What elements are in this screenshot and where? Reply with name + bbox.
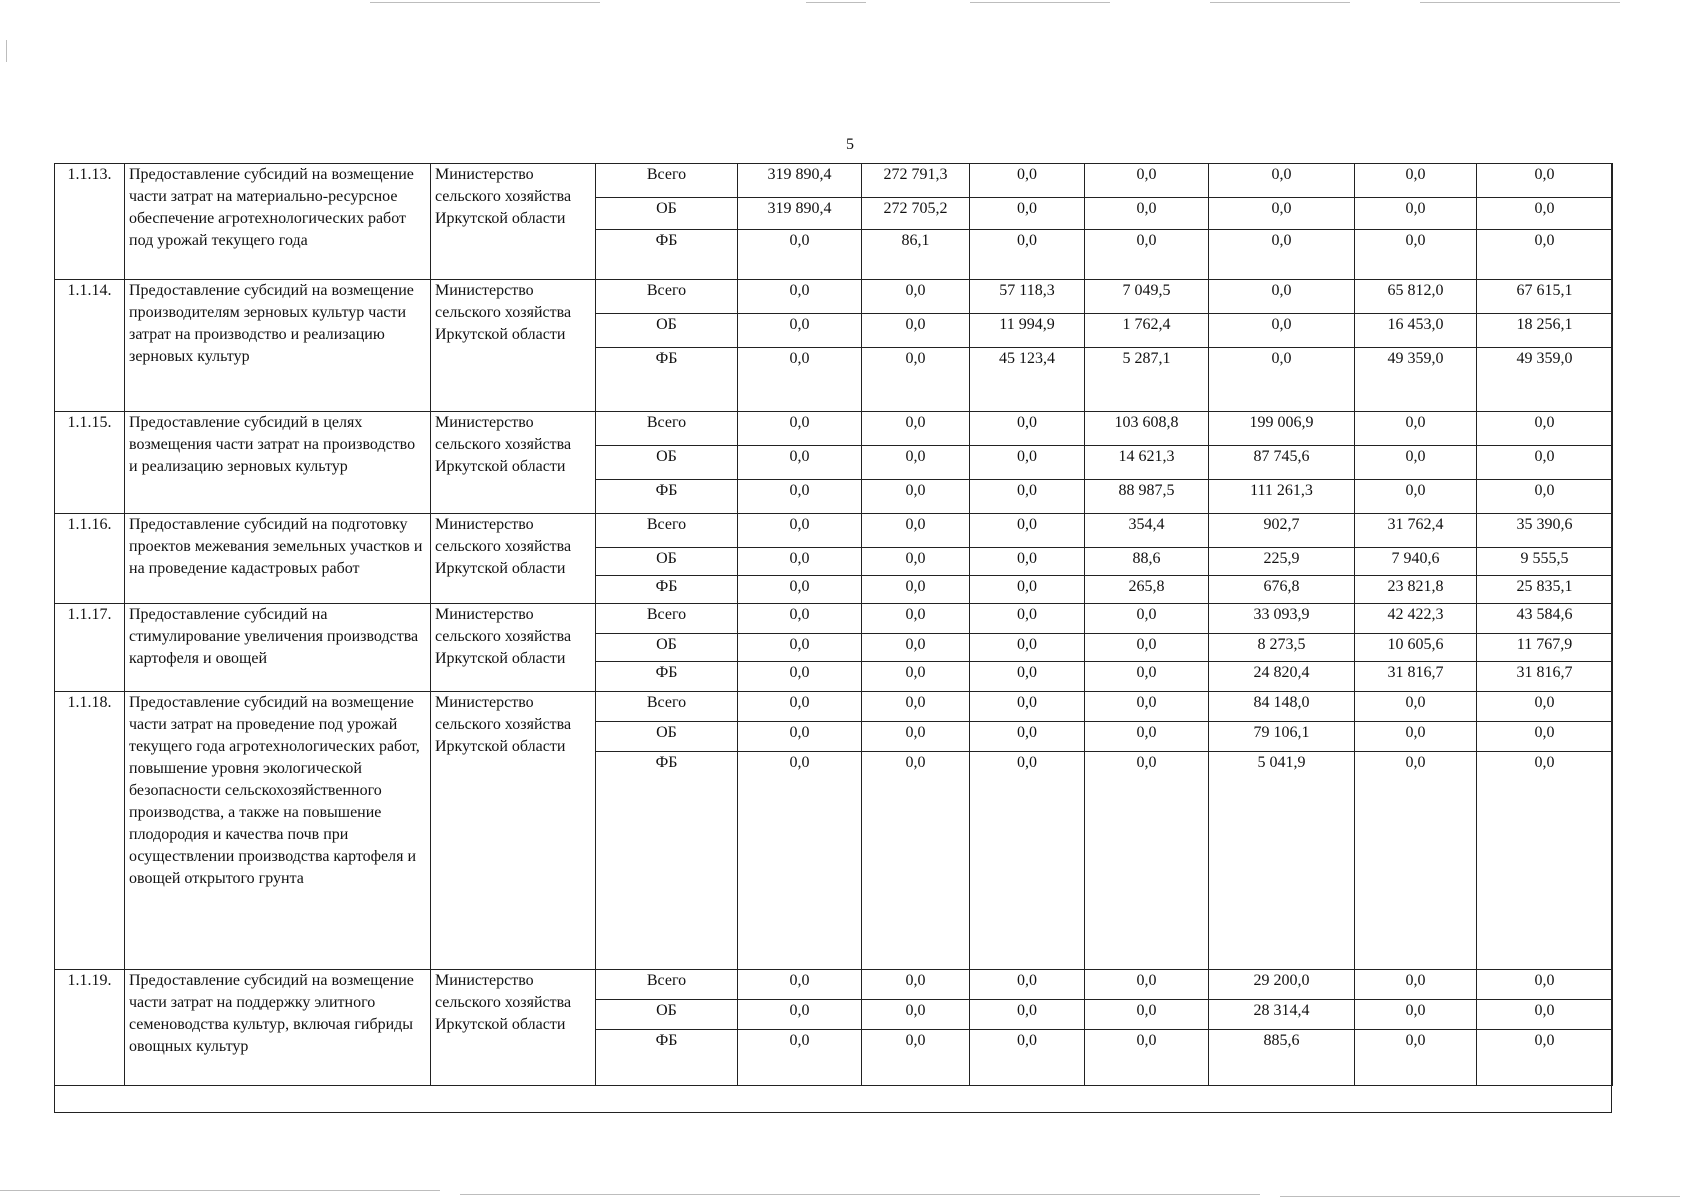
amount-cell: 31 816,7 [1477,662,1613,692]
executor-name: Министерство сельского хозяйства Иркутской области [431,412,596,514]
amount-cell: 111 261,3 [1209,480,1355,514]
amount-cell: 14 621,3 [1085,446,1209,480]
amount-cell: 0,0 [738,548,862,576]
amount-cell: 0,0 [970,1030,1085,1086]
amount-cell: 0,0 [970,692,1085,722]
table-row [55,164,1613,198]
amount-cell: 0,0 [862,662,970,692]
amount-cell: 0,0 [1355,446,1477,480]
funding-source: Всего [596,412,738,446]
amount-cell: 11 767,9 [1477,634,1613,662]
amount-cell: 354,4 [1085,514,1209,548]
amount-cell: 0,0 [1085,662,1209,692]
amount-cell: 0,0 [738,752,862,970]
amount-cell: 29 200,0 [1209,970,1355,1000]
amount-cell: 103 608,8 [1085,412,1209,446]
amount-cell: 24 820,4 [1209,662,1355,692]
amount-cell: 272 791,3 [862,164,970,198]
amount-cell: 0,0 [1209,314,1355,348]
amount-cell: 5 041,9 [1209,752,1355,970]
executor-name: Министерство сельского хозяйства Иркутской области [431,514,596,604]
amount-cell: 7 049,5 [1085,280,1209,314]
amount-cell: 1 762,4 [1085,314,1209,348]
amount-cell: 885,6 [1209,1030,1355,1086]
amount-cell: 0,0 [862,348,970,412]
scan-artifact-left [6,40,7,62]
funding-source: ОБ [596,634,738,662]
amount-cell: 0,0 [738,514,862,548]
amount-cell: 0,0 [1085,1000,1209,1030]
amount-cell: 225,9 [1209,548,1355,576]
amount-cell: 0,0 [738,412,862,446]
amount-cell: 0,0 [1477,1030,1613,1086]
amount-cell: 0,0 [862,1030,970,1086]
amount-cell: 86,1 [862,230,970,280]
amount-cell: 0,0 [1085,164,1209,198]
amount-cell: 0,0 [738,722,862,752]
amount-cell: 272 705,2 [862,198,970,230]
amount-cell: 57 118,3 [970,280,1085,314]
amount-cell: 0,0 [738,662,862,692]
funding-source: Всего [596,280,738,314]
amount-cell: 0,0 [1355,230,1477,280]
funding-source: ОБ [596,722,738,752]
table-row [55,514,1613,548]
amount-cell: 0,0 [1355,722,1477,752]
executor-name: Министерство сельского хозяйства Иркутской области [431,604,596,692]
amount-cell: 0,0 [970,752,1085,970]
amount-cell: 0,0 [862,280,970,314]
amount-cell: 87 745,6 [1209,446,1355,480]
amount-cell: 0,0 [970,446,1085,480]
amount-cell: 0,0 [862,412,970,446]
executor-name: Министерство сельского хозяйства Иркутской области [431,280,596,412]
amount-cell: 45 123,4 [970,348,1085,412]
funding-source: ФБ [596,576,738,604]
row-code: 1.1.18. [55,692,125,970]
amount-cell: 0,0 [862,692,970,722]
amount-cell: 0,0 [1477,752,1613,970]
amount-cell: 0,0 [1355,198,1477,230]
amount-cell: 0,0 [1477,970,1613,1000]
measure-name: Предоставление субсидий на стимулирование увеличения производства картофеля и овощей [125,604,431,692]
amount-cell: 0,0 [738,970,862,1000]
scan-artifact-bottom [460,1194,1260,1195]
amount-cell: 0,0 [862,514,970,548]
amount-cell: 0,0 [1477,230,1613,280]
amount-cell: 79 106,1 [1209,722,1355,752]
funding-source: ФБ [596,230,738,280]
amount-cell: 0,0 [862,446,970,480]
amount-cell: 0,0 [862,752,970,970]
amount-cell: 0,0 [862,722,970,752]
amount-cell: 7 940,6 [1355,548,1477,576]
amount-cell: 0,0 [738,480,862,514]
funding-source: ФБ [596,348,738,412]
amount-cell: 0,0 [862,480,970,514]
executor-name: Министерство сельского хозяйства Иркутской области [431,692,596,970]
funding-source: Всего [596,970,738,1000]
amount-cell: 0,0 [1209,280,1355,314]
amount-cell: 0,0 [1085,722,1209,752]
amount-cell: 0,0 [738,280,862,314]
amount-cell: 0,0 [862,548,970,576]
amount-cell: 0,0 [1477,1000,1613,1030]
funding-source: ОБ [596,314,738,348]
amount-cell: 0,0 [970,514,1085,548]
row-code: 1.1.13. [55,164,125,280]
funding-source: ФБ [596,1030,738,1086]
scan-artifact-top [370,2,600,3]
funding-source: Всего [596,514,738,548]
measure-name: Предоставление субсидий на возмещение части затрат на материально-ресурсное обеспечение агротехнологических работ под урожай текущего года [125,164,431,280]
amount-cell: 0,0 [1085,634,1209,662]
table-row [55,970,1613,1000]
amount-cell: 0,0 [862,576,970,604]
amount-cell: 0,0 [1085,604,1209,634]
table-row [55,280,1613,314]
amount-cell: 0,0 [970,230,1085,280]
amount-cell: 0,0 [970,198,1085,230]
amount-cell: 0,0 [738,604,862,634]
amount-cell: 0,0 [738,446,862,480]
row-code: 1.1.16. [55,514,125,604]
amount-cell: 319 890,4 [738,198,862,230]
amount-cell: 0,0 [970,970,1085,1000]
amount-cell: 902,7 [1209,514,1355,548]
amount-cell: 35 390,6 [1477,514,1613,548]
amount-cell: 0,0 [970,662,1085,692]
amount-cell: 0,0 [862,1000,970,1030]
table-row [55,692,1613,722]
amount-cell: 0,0 [1085,970,1209,1000]
amount-cell: 0,0 [970,576,1085,604]
amount-cell: 88 987,5 [1085,480,1209,514]
funding-source: ФБ [596,662,738,692]
amount-cell: 0,0 [1085,692,1209,722]
scan-artifact-top [806,2,866,3]
scan-artifact-bottom [0,1190,440,1191]
amount-cell: 0,0 [738,634,862,662]
amount-cell: 0,0 [1085,198,1209,230]
amount-cell: 0,0 [1209,164,1355,198]
amount-cell: 265,8 [1085,576,1209,604]
amount-cell: 10 605,6 [1355,634,1477,662]
amount-cell: 67 615,1 [1477,280,1613,314]
amount-cell: 0,0 [862,634,970,662]
funding-source: Всего [596,164,738,198]
amount-cell: 0,0 [1477,692,1613,722]
amount-cell: 0,0 [970,548,1085,576]
amount-cell: 0,0 [1355,164,1477,198]
amount-cell: 0,0 [862,314,970,348]
amount-cell: 0,0 [1477,446,1613,480]
amount-cell: 0,0 [1355,752,1477,970]
amount-cell: 49 359,0 [1477,348,1613,412]
amount-cell: 0,0 [862,970,970,1000]
amount-cell: 0,0 [1355,970,1477,1000]
page-number: 5 [846,136,854,153]
executor-name: Министерство сельского хозяйства Иркутской области [431,970,596,1086]
funding-source: ОБ [596,1000,738,1030]
amount-cell: 0,0 [738,576,862,604]
amount-cell: 0,0 [970,412,1085,446]
amount-cell: 0,0 [738,1000,862,1030]
amount-cell: 42 422,3 [1355,604,1477,634]
measure-name: Предоставление субсидий на подготовку проектов межевания земельных участков и на проведение кадастровых работ [125,514,431,604]
amount-cell: 23 821,8 [1355,576,1477,604]
funding-source: ФБ [596,752,738,970]
scan-artifact-top [1420,2,1620,3]
amount-cell: 49 359,0 [1355,348,1477,412]
funding-source: ОБ [596,446,738,480]
budget-table [54,163,1613,1086]
amount-cell: 0,0 [1209,230,1355,280]
table-row [55,412,1613,446]
amount-cell: 28 314,4 [1209,1000,1355,1030]
amount-cell: 0,0 [738,348,862,412]
scan-artifact-top [970,2,1110,3]
amount-cell: 319 890,4 [738,164,862,198]
amount-cell: 0,0 [738,230,862,280]
amount-cell: 43 584,6 [1477,604,1613,634]
funding-source: ФБ [596,480,738,514]
funding-source: Всего [596,604,738,634]
amount-cell: 0,0 [1477,722,1613,752]
amount-cell: 8 273,5 [1209,634,1355,662]
funding-source: Всего [596,692,738,722]
amount-cell: 88,6 [1085,548,1209,576]
amount-cell: 9 555,5 [1477,548,1613,576]
amount-cell: 0,0 [1355,1000,1477,1030]
amount-cell: 0,0 [970,634,1085,662]
measure-name: Предоставление субсидий на возмещение части затрат на поддержку элитного семеноводства культур, включая гибриды овощных культур [125,970,431,1086]
amount-cell: 0,0 [1085,752,1209,970]
amount-cell: 0,0 [1477,412,1613,446]
funding-source: ОБ [596,198,738,230]
amount-cell: 31 762,4 [1355,514,1477,548]
amount-cell: 5 287,1 [1085,348,1209,412]
amount-cell: 0,0 [970,1000,1085,1030]
executor-name: Министерство сельского хозяйства Иркутской области [431,164,596,280]
measure-name: Предоставление субсидий на возмещение производителям зерновых культур части затрат на производство и реализацию зерновых культур [125,280,431,412]
amount-cell: 0,0 [1355,412,1477,446]
amount-cell: 0,0 [1355,1030,1477,1086]
amount-cell: 0,0 [1355,692,1477,722]
amount-cell: 65 812,0 [1355,280,1477,314]
amount-cell: 0,0 [1355,480,1477,514]
amount-cell: 31 816,7 [1355,662,1477,692]
amount-cell: 11 994,9 [970,314,1085,348]
measure-name: Предоставление субсидий в целях возмещения части затрат на производство и реализацию зерновых культур [125,412,431,514]
scan-artifact-top [1210,2,1350,3]
amount-cell: 0,0 [738,314,862,348]
funding-source: ОБ [596,548,738,576]
amount-cell: 84 148,0 [1209,692,1355,722]
amount-cell: 33 093,9 [1209,604,1355,634]
scan-artifact-bottom [1280,1196,1680,1197]
amount-cell: 0,0 [1477,480,1613,514]
amount-cell: 0,0 [1477,164,1613,198]
row-code: 1.1.15. [55,412,125,514]
amount-cell: 0,0 [970,722,1085,752]
amount-cell: 0,0 [738,692,862,722]
amount-cell: 25 835,1 [1477,576,1613,604]
row-code: 1.1.19. [55,970,125,1086]
amount-cell: 0,0 [970,604,1085,634]
amount-cell: 199 006,9 [1209,412,1355,446]
amount-cell: 16 453,0 [1355,314,1477,348]
amount-cell: 0,0 [1085,1030,1209,1086]
amount-cell: 18 256,1 [1477,314,1613,348]
amount-cell: 0,0 [1085,230,1209,280]
amount-cell: 0,0 [862,604,970,634]
measure-name: Предоставление субсидий на возмещение части затрат на проведение под урожай текущего года агротехнологических работ, повышение уровня экологической безопасности сельскохозяйственного производства, а также на повышение плодородия и качества почв при осуществлении производства картофеля и овощей открытого грунта [125,692,431,970]
amount-cell: 0,0 [738,1030,862,1086]
amount-cell: 676,8 [1209,576,1355,604]
table-row [55,604,1613,634]
amount-cell: 0,0 [1209,348,1355,412]
row-code: 1.1.17. [55,604,125,692]
row-code: 1.1.14. [55,280,125,412]
amount-cell: 0,0 [970,480,1085,514]
amount-cell: 0,0 [970,164,1085,198]
amount-cell: 0,0 [1209,198,1355,230]
amount-cell: 0,0 [1477,198,1613,230]
